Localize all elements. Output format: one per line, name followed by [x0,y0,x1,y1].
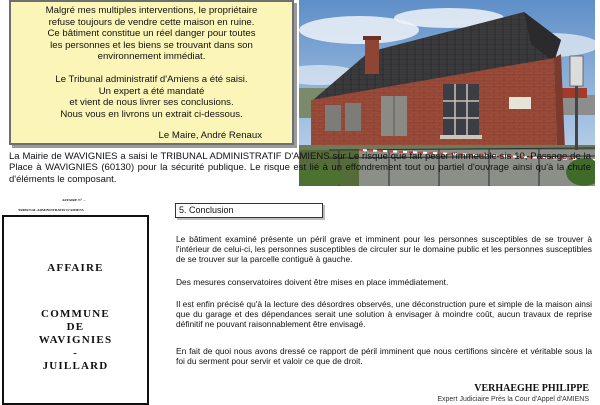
mayor-signature: Le Maire, André Renaux [158,130,262,142]
commune-line: WAVIGNIES [38,334,113,346]
affaire-title: AFFAIRE [47,262,104,274]
cover-frame [2,215,149,405]
conclusion-paragraph-3: Il est enfin précisé qu'à la lecture des désordres observés, une déconstruction pure et simple de la maison ainsi que du garage et des dépendances serait une solution à envisager à moindre coût, aucun travaux de reprise définitif ne pouvant raisonnablement être envisagé. [176,299,592,330]
intro-text: La Mairie de WAVIGNIES a saisi le TRIBUNAL ADMINISTRATIF D'AMIENS sur Le risque que fait peser l'immeuble sis 10, Passage de la Place à WAVIGNIES (60130) pour la sécurité publique. Le risque est lié à un effondrement tout ou partiel d'ouvrage ainsi qu'à la chute d'éléments le composant. [9,151,591,185]
commune-line: COMMUNE [41,308,110,320]
notice-line: Un expert a été mandaté [98,85,205,97]
commune-line: JUILLARD [42,360,109,372]
expert-title: Expert Judiciaire Près la Cour d'Appel d'AMIENS [437,396,589,403]
conclusion-paragraph-2: Des mesures conservatoires doivent être mises en place immédiatement. [176,277,449,287]
notice-line: environnement immédiat. [97,51,206,63]
commune-line: DE [66,321,85,333]
notice-line: les personnes et les biens se trouvant dans son [50,39,253,51]
notice-paragraph-2 [11,74,292,120]
affaire-header: AFFAIRE N° ... [62,198,86,202]
section-title: 5. Conclusion [175,203,323,218]
notice-line: Ce bâtiment constitue un réel danger pour toutes [47,28,256,40]
notice-line: refuse toujours de vendre cette maison en ruine. [48,16,255,28]
expert-name: VERHAEGHE PHILIPPE [474,383,589,394]
commune-title [4,308,147,373]
conclusion-paragraph-4: En fait de quoi nous avons dressé ce rapport de péril imminent que nous certifions sincère et véritable sous la foi du serment pour servir et valoir ce que de droit. [176,346,592,367]
notice-paragraph-1 [11,5,292,63]
commune-line: - [73,347,78,359]
notice-line: Le Tribunal administratif d'Amiens a été saisi. [55,73,248,85]
notice-line: Malgré mes multiples interventions, le propriétaire [45,5,258,16]
mayor-notice [9,0,294,145]
notice-line: et vient de nous livrer ses conclusions. [69,97,234,109]
conclusion-paragraph-1: Le bâtiment examiné présente un péril grave et imminent pour les personnes susceptibles de se trouver à l'intérieur de celui-ci, les personnes susceptibles de circuler sur le domaine public et les personnes susceptibles de se trouver sur la parcelle contiguë à gauche. [176,234,592,265]
tribunal-header: TRIBUNAL ADMINISTRATIF D'AMIENS [18,208,84,212]
notice-line: Nous vous en livrons un extrait ci-dessous. [60,108,243,120]
